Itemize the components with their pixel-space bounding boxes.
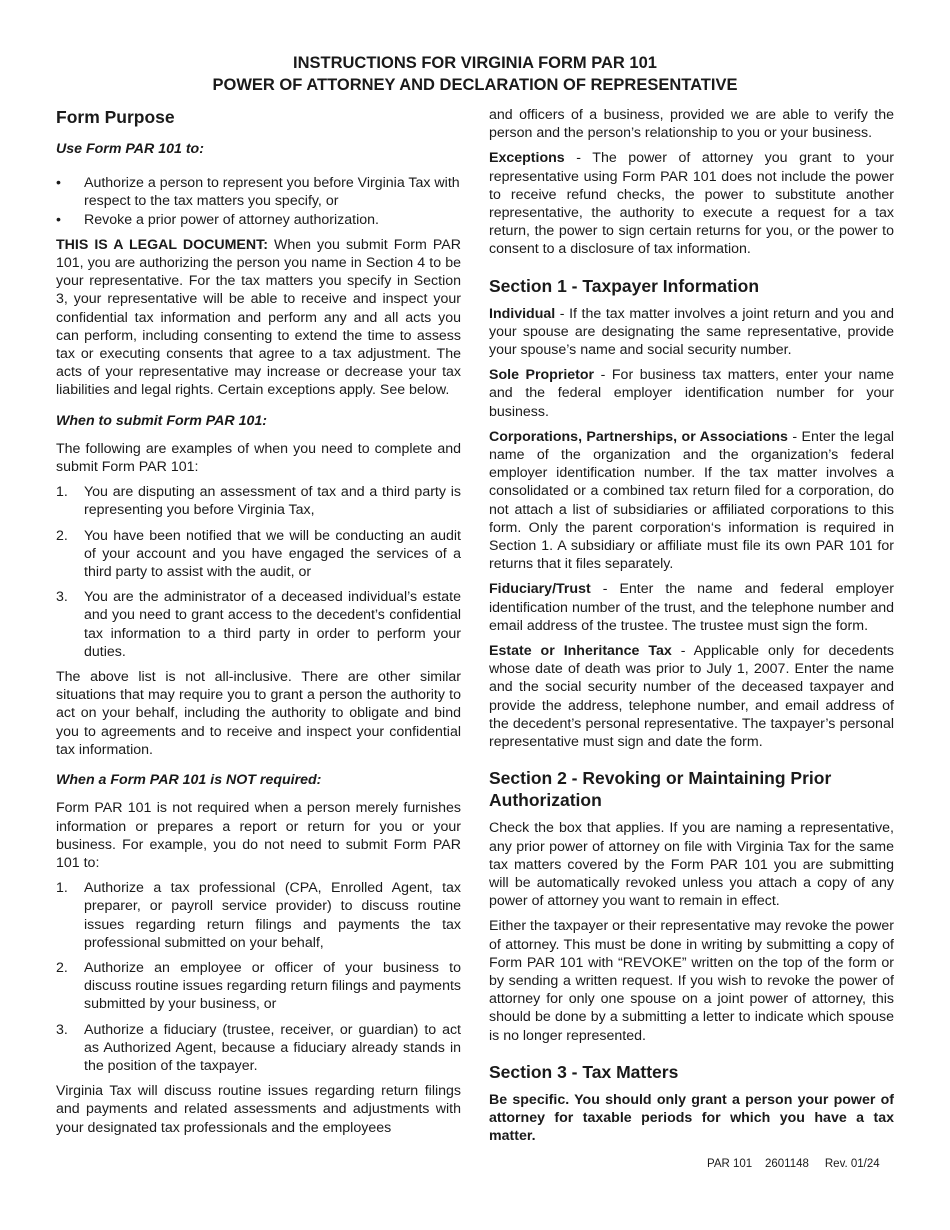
list-item: 2. You have been notified that we will be conducting an audit of your account and you have engaged the services of a third party to assist with the audit, or: [56, 527, 461, 581]
use-form-subheading: Use Form PAR 101 to:: [56, 141, 204, 157]
section-2-heading: Section 2 - Revoking or Maintaining Prior Authorization: [489, 768, 832, 811]
exceptions-paragraph: Exceptions - The power of attorney you grant to your representative using Form PAR 101 does not include the power to receive refund checks, the power to substitute another representative, the authority to execute a request for a tax return, the power to sign certain returns for you, or the power to consent to a disclosure of tax information.: [489, 150, 894, 258]
legal-document-paragraph: THIS IS A LEGAL DOCUMENT: When you submit Form PAR 101, you are authorizing the person you name in Section 4 to be your representative. For the tax matters you specify in Section 3, your representative will be able to receive and inspect your confidential tax information and perform any and all acts you can perform, including consenting to extend the time to assess tax or executing consents that agree to a tax adjustment. The acts of your representative may increase or decrease your tax liabilities and legal rights. Certain exceptions apply. See below.: [56, 236, 461, 399]
estate-paragraph: Estate or Inheritance Tax - Applicable only for decedents whose date of death was prior to July 1, 2007. Enter the name and the social security number of the deceased taxpayer and provide the address, telephone number, and email address of the decedent’s personal representative. The taxpayer’s personal representative must sign and date the form.: [489, 643, 894, 751]
individual-paragraph: Individual - If the tax matter involves a joint return and you and your spouse are designating the same representative, provide your spouse’s name and social security number.: [489, 305, 894, 359]
when-after-paragraph: The above list is not all-inclusive. There are other similar situations that may require you to grant a person the authority to act on your behalf, including the authority to obligate and bind you to agreements and to receive and inspect your confidential tax information.: [56, 669, 461, 758]
section-3-paragraph: Be specific. You should only grant a person your power of attorney for taxable periods for which you have a tax matter.: [489, 1091, 894, 1145]
footer-form-number: PAR 101: [707, 1158, 753, 1170]
title-line-2: POWER OF ATTORNEY AND DECLARATION OF REPRESENTATIVE: [212, 76, 738, 94]
when-intro-paragraph: The following are examples of when you need to complete and submit Form PAR 101:: [56, 440, 461, 476]
when-list: [56, 483, 461, 661]
list-item: 1. You are disputing an assessment of tax and a third party is representing you before Virginia Tax,: [56, 484, 461, 519]
not-required-intro-paragraph: Form PAR 101 is not required when a person merely furnishes information or prepares a report or return for you or your business. For example, you do not need to submit Form PAR 101 to:: [56, 800, 461, 871]
list-item: 3. Authorize a fiduciary (trustee, receiver, or guardian) to act as Authorized Agent, because a fiduciary already stands in the position of the taxpayer.: [56, 1021, 461, 1074]
section-3-heading: Section 3 - Tax Matters: [489, 1061, 679, 1082]
not-required-list: [56, 879, 461, 1075]
corporations-paragraph: Corporations, Partnerships, or Associations - Enter the legal name of the organization and the organization’s federal employer identification number. If the tax matter involves a consolidated or a combined tax return filed for a corporation, do not attach a list of subsidiaries or affiliated corporations to this form. Only the parent corporation‘s information is required in Section 1. A subsidiary or affiliate must file its own PAR 101 for returns that it files separately.: [489, 428, 894, 573]
footer-code: 2601148: [764, 1158, 809, 1170]
list-item: 1. Authorize a tax professional (CPA, Enrolled Agent, tax preparer, or payroll service provider) to discuss routine issues regarding return filings and payments the tax professional submitted on your behalf,: [56, 880, 461, 951]
section-2-paragraph-2: Either the taxpayer or their representative may revoke the power of attorney. This must be done in writing by submitting a copy of Form PAR 101 with “REVOKE” written on the top of the form or by sending a written request. If you wish to revoke the power of attorney for only one spouse on a joint power of attorney, this should be done by a submitting a letter to indicate which spouse is no longer represented.: [489, 918, 894, 1044]
form-purpose-heading: Form Purpose: [56, 107, 175, 127]
list-item: • Authorize a person to represent you before Virginia Tax with respect to the tax matters you specify, or: [56, 175, 460, 210]
section-2-paragraph-1: Check the box that applies. If you are naming a representative, any prior power of attorney on file with Virginia Tax for the same tax matters covered by the Form PAR 101 you are submitting will be automatically revoked unless you attach a copy of any power of attorney you want to remain in effect.: [489, 820, 894, 910]
list-item: 2. Authorize an employee or officer of your business to discuss routine issues regarding return filings and payments submitted by your business, or: [56, 959, 461, 1013]
fiduciary-paragraph: Fiduciary/Trust - Enter the name and federal employer identification number of the trust, and the telephone number and email address of the trustee. The trustee must sign the form.: [489, 581, 894, 634]
continued-paragraph: and officers of a business, provided we are able to verify the person and the person’s relationship to you or your business.: [489, 107, 894, 142]
right-column: [489, 106, 894, 1152]
routine-issues-paragraph: Virginia Tax will discuss routine issues regarding return filings and payments and related assessments and adjustments with your designated tax professionals and the employees: [56, 1083, 461, 1136]
use-form-list: [56, 174, 461, 229]
list-item: 3. You are the administrator of a deceased individual’s estate and you need to grant access to the decedent’s confidential tax information to a third party in order to perform your duties.: [56, 589, 461, 660]
section-1-heading: Section 1 - Taxpayer Information: [489, 275, 760, 296]
not-required-subheading: When a Form PAR 101 is NOT required:: [56, 772, 322, 789]
footer-revision: Rev. 01/24: [824, 1158, 880, 1170]
form-footer: [707, 1158, 880, 1170]
document-title: [0, 52, 950, 96]
title-line-1: INSTRUCTIONS FOR VIRGINIA FORM PAR 101: [293, 54, 657, 72]
sole-proprietor-paragraph: Sole Proprietor - For business tax matters, enter your name and the federal employer identification number for your business.: [489, 367, 894, 420]
when-to-submit-subheading: When to submit Form PAR 101:: [56, 412, 267, 429]
list-item: • Revoke a prior power of attorney authorization.: [56, 211, 379, 228]
left-column: [56, 106, 461, 1144]
